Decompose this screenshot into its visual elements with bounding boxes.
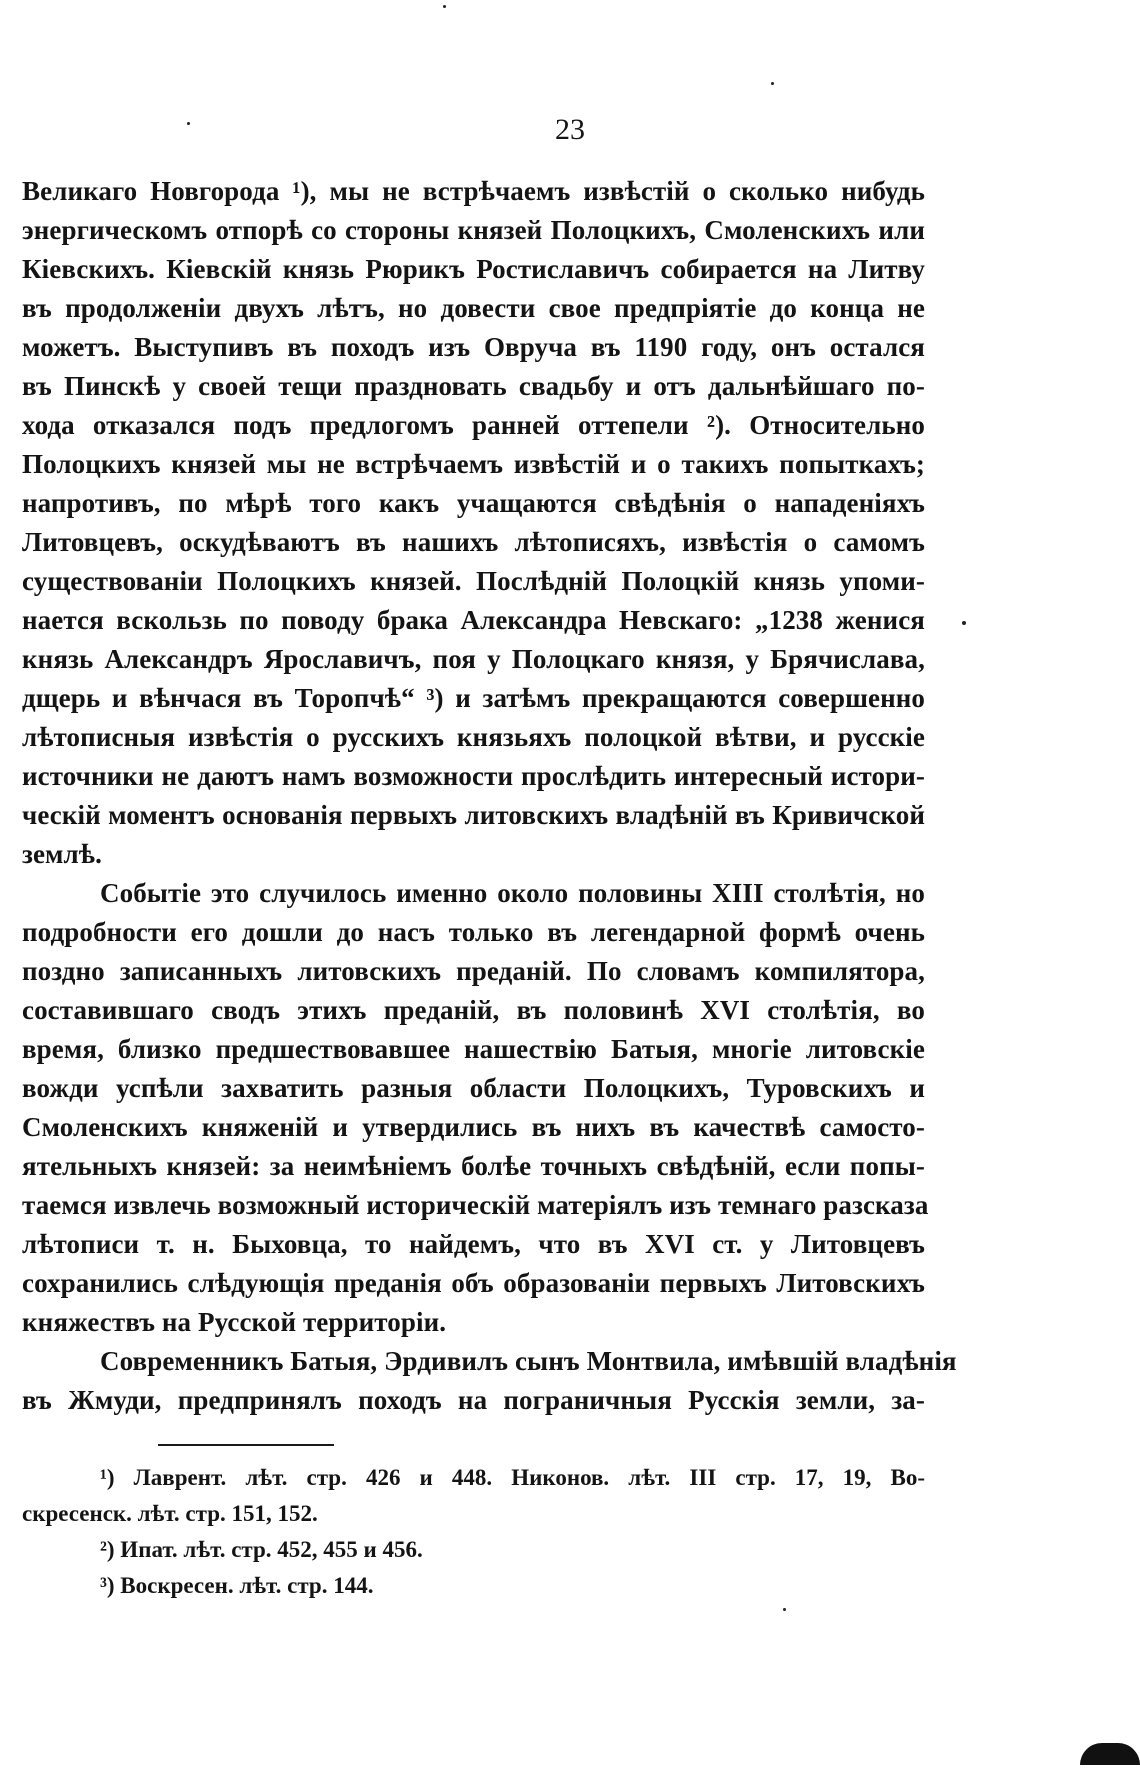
footnote-divider: [158, 1444, 334, 1446]
text-line: таемся извлечь возможный историческій матеріялъ изъ темнаго разсказа: [22, 1190, 929, 1220]
text-line: нается вскользь по поводу брака Александра Невскаго: „1238 женися: [22, 605, 925, 635]
text-line: ческій моментъ основанія первыхъ литовскихъ владѣній въ Кривичской: [22, 800, 925, 830]
text-line: Современникъ Батыя, Эрдивилъ сынъ Монтвила, имѣвшій владѣнія: [100, 1346, 957, 1376]
text-line: лѣтописи т. н. Быховца, то найдемъ, что въ XVI ст. у Литовцевъ: [22, 1229, 925, 1259]
text-line: Смоленскихъ княженій и утвердились въ нихъ въ качествѣ самосто-: [22, 1112, 925, 1142]
text-line: землѣ.: [22, 839, 102, 869]
text-line: источники не даютъ намъ возможности прослѣдить интересный истори-: [22, 761, 925, 791]
body-text: [22, 172, 957, 1420]
text-line: Кіевскихъ. Кіевскій князь Рюрикъ Ростиславичъ собирается на Литву: [22, 254, 925, 284]
footnotes: [22, 1460, 925, 1604]
scan-smudge: [1080, 1743, 1140, 1765]
text-line: Великаго Новгорода ¹), мы не встрѣчаемъ извѣстій о сколько нибудь: [22, 176, 925, 206]
text-line: Литовцевъ, оскудѣваютъ въ нашихъ лѣтописяхъ, извѣстія о самомъ: [22, 527, 925, 557]
footnote-line: ³) Воскресен. лѣт. стр. 144.: [100, 1573, 374, 1598]
text-line: напротивъ, по мѣрѣ того какъ учащаются свѣдѣнія о нападеніяхъ: [22, 488, 925, 518]
text-line: вожди успѣли захватить разныя области Полоцкихъ, Туровскихъ и: [22, 1073, 925, 1103]
scan-speck: [443, 5, 446, 8]
text-line: князь Александръ Ярославичъ, поя у Полоцкаго князя, у Брячислава,: [22, 644, 925, 674]
text-line: можетъ. Выступивъ въ походъ изъ Овруча въ 1190 году, онъ остался: [22, 332, 925, 362]
page-number: 23: [555, 113, 585, 146]
text-line: княжествъ на Русской территоріи.: [22, 1307, 447, 1337]
text-line: составившаго сводъ этихъ преданій, въ половинѣ XVI столѣтія, во: [22, 995, 925, 1025]
text-line: время, близко предшествовавшее нашествію Батыя, многіе литовскіе: [22, 1034, 925, 1064]
text-line: Полоцкихъ князей мы не встрѣчаемъ извѣстій и о такихъ попыткахъ;: [22, 449, 925, 479]
text-line: ятельныхъ князей: за неимѣніемъ болѣе точныхъ свѣдѣній, если попы-: [22, 1151, 925, 1181]
text-line: поздно записанныхъ литовскихъ преданій. По словамъ компилятора,: [22, 956, 925, 986]
footnote-line: ¹) Лаврент. лѣт. стр. 426 и 448. Никонов. лѣт. III стр. 17, 19, Во-: [100, 1465, 925, 1490]
text-line: Событіе это случилось именно около половины XIII столѣтія, но: [100, 878, 925, 908]
text-line: въ Пинскѣ у своей тещи праздновать свадьбу и отъ дальнѣйшаго по-: [22, 371, 925, 401]
text-line: подробности его дошли до насъ только въ легендарной формѣ очень: [22, 917, 925, 947]
scan-speck: [962, 621, 966, 625]
text-line: энергическомъ отпорѣ со стороны князей Полоцкихъ, Смоленскихъ или: [22, 215, 925, 245]
footnote-line: скресенск. лѣт. стр. 151, 152.: [22, 1501, 318, 1526]
footnote-line: ²) Ипат. лѣт. стр. 452, 455 и 456.: [100, 1537, 423, 1562]
text-line: дщерь и вѣнчася въ Торопчѣ“ ³) и затѣмъ прекращаются совершенно: [22, 683, 925, 713]
text-line: хода отказался подъ предлогомъ ранней оттепели ²). Относительно: [22, 410, 925, 440]
scan-speck: [771, 82, 774, 85]
text-line: лѣтописныя извѣстія о русскихъ князьяхъ полоцкой вѣтви, и русскіе: [22, 722, 925, 752]
text-line: существованіи Полоцкихъ князей. Послѣдній Полоцкій князь упоми-: [22, 566, 925, 596]
text-line: въ Жмуди, предпринялъ походъ на пограничныя Русскія земли, за-: [22, 1385, 925, 1415]
text-line: сохранились слѣдующія преданія объ образованіи первыхъ Литовскихъ: [22, 1268, 925, 1298]
scan-speck: [783, 1608, 786, 1611]
text-line: въ продолженіи двухъ лѣтъ, но довести свое предпріятіе до конца не: [22, 293, 925, 323]
scan-speck: [187, 122, 190, 125]
